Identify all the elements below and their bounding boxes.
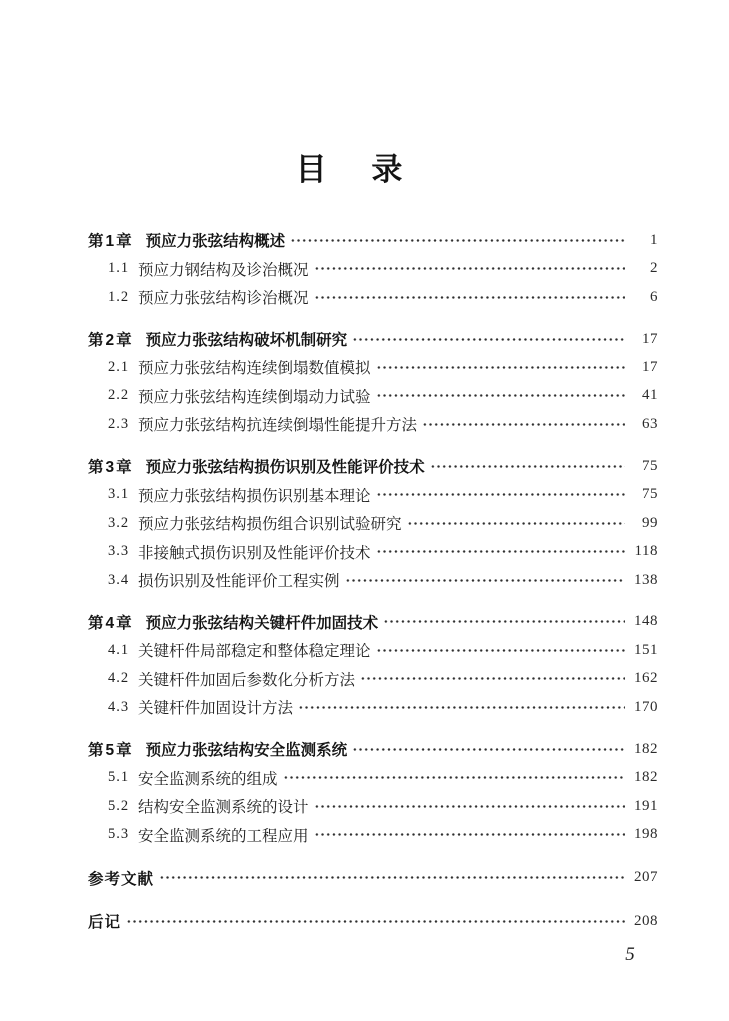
- page-title: 目 录: [295, 152, 405, 187]
- dot-leader: [314, 261, 625, 277]
- toc-section-row: [88, 509, 658, 537]
- dot-leader: [376, 643, 625, 659]
- chapter-page-number: 1: [650, 231, 658, 248]
- dot-leader: [159, 870, 625, 886]
- section-title: 预应力张弦结构损伤组合识别试验研究: [138, 516, 402, 534]
- toc-backmatter-row: [88, 864, 658, 892]
- section-page-number: 41: [642, 387, 658, 404]
- section-number: 2.1: [108, 358, 130, 375]
- toc-section-row: [88, 537, 658, 565]
- toc-list: [88, 226, 658, 936]
- section-title: 结构安全监测系统的设计: [138, 799, 309, 817]
- section-title: 关键杆件局部稳定和整体稳定理论: [138, 643, 371, 661]
- toc-chapter-row: [88, 735, 658, 763]
- section-title: 关键杆件加固设计方法: [138, 700, 294, 718]
- section-page-number: 75: [642, 486, 658, 503]
- section-title: 关键杆件加固后参数化分析方法: [138, 671, 356, 689]
- toc-chapter-group: [88, 226, 658, 311]
- chapter-title: 预应力张弦结构安全监测系统: [145, 742, 348, 760]
- section-number: 3.2: [108, 514, 130, 531]
- toc-chapter-group: [88, 608, 658, 722]
- toc-section-row: [88, 382, 658, 410]
- dot-leader: [314, 827, 625, 843]
- section-number: 4.2: [108, 670, 130, 687]
- dot-leader: [290, 232, 625, 248]
- backmatter-title: 参考文献: [88, 870, 155, 888]
- toc-chapter-group: [88, 325, 658, 439]
- section-title: 预应力张弦结构损伤识别基本理论: [138, 487, 371, 505]
- section-number: 5.1: [108, 769, 130, 786]
- section-number: 2.2: [108, 387, 130, 404]
- dot-leader: [376, 388, 625, 404]
- section-number: 3.4: [108, 571, 130, 588]
- section-number: 5.2: [108, 797, 130, 814]
- dot-leader: [352, 331, 625, 347]
- dot-leader: [376, 487, 625, 503]
- toc-section-row: [88, 254, 658, 282]
- chapter-label: 第2章: [88, 332, 134, 350]
- chapter-page-number: 182: [634, 740, 658, 757]
- section-number: 4.1: [108, 641, 130, 658]
- section-title: 安全监测系统的组成: [138, 770, 278, 788]
- toc-chapter-row: [88, 226, 658, 254]
- toc-section-row: [88, 481, 658, 509]
- toc-section-row: [88, 410, 658, 438]
- chapter-title: 预应力张弦结构破坏机制研究: [145, 332, 348, 350]
- section-page-number: 17: [642, 358, 658, 375]
- section-number: 5.3: [108, 826, 130, 843]
- section-title: 预应力张弦结构诊治概况: [138, 290, 309, 308]
- section-page-number: 182: [634, 769, 658, 786]
- toc-chapter-row: [88, 325, 658, 353]
- toc-section-row: [88, 763, 658, 791]
- toc-section-row: [88, 636, 658, 664]
- toc-section-row: [88, 283, 658, 311]
- dot-leader: [422, 417, 625, 433]
- section-page-number: 191: [634, 797, 658, 814]
- section-number: 3.1: [108, 486, 130, 503]
- section-page-number: 151: [634, 641, 658, 658]
- section-page-number: 162: [634, 670, 658, 687]
- dot-leader: [345, 572, 625, 588]
- section-title: 预应力张弦结构抗连续倒塌性能提升方法: [138, 417, 418, 435]
- chapter-label: 第1章: [88, 233, 134, 251]
- toc-chapter-row: [88, 452, 658, 480]
- chapter-label: 第3章: [88, 459, 134, 477]
- folio-page-number: 5: [625, 944, 635, 965]
- dot-leader: [407, 515, 625, 531]
- dot-leader: [376, 360, 625, 376]
- toc-section-row: [88, 693, 658, 721]
- toc-chapter-group: [88, 452, 658, 594]
- section-title: 预应力钢结构及诊治概况: [138, 261, 309, 279]
- chapter-title: 预应力张弦结构损伤识别及性能评价技术: [145, 459, 425, 477]
- section-page-number: 118: [634, 543, 658, 560]
- section-number: 3.3: [108, 543, 130, 560]
- section-page-number: 198: [634, 826, 658, 843]
- dot-leader: [314, 798, 625, 814]
- toc-section-row: [88, 353, 658, 381]
- chapter-page-number: 17: [642, 330, 658, 347]
- section-title: 预应力张弦结构连续倒塌动力试验: [138, 388, 371, 406]
- chapter-title: 预应力张弦结构概述: [145, 233, 286, 251]
- section-page-number: 170: [634, 698, 658, 715]
- section-title: 安全监测系统的工程应用: [138, 827, 309, 845]
- dot-leader: [352, 741, 625, 757]
- section-page-number: 63: [642, 415, 658, 432]
- toc-chapter-row: [88, 608, 658, 636]
- section-number: 4.3: [108, 698, 130, 715]
- dot-leader: [430, 459, 625, 475]
- section-title: 非接触式损伤识别及性能评价技术: [138, 544, 371, 562]
- section-number: 1.1: [108, 260, 130, 277]
- section-page-number: 2: [650, 260, 658, 277]
- chapter-title: 预应力张弦结构关键杆件加固技术: [145, 614, 379, 632]
- backmatter-page-number: 207: [634, 869, 658, 886]
- toc-section-row: [88, 566, 658, 594]
- section-page-number: 99: [642, 514, 658, 531]
- section-title: 损伤识别及性能评价工程实例: [138, 573, 340, 591]
- dot-leader: [126, 914, 625, 930]
- section-number: 1.2: [108, 288, 130, 305]
- toc-chapter-group: [88, 735, 658, 849]
- dot-leader: [383, 614, 625, 630]
- section-page-number: 138: [634, 571, 658, 588]
- section-number: 2.3: [108, 415, 130, 432]
- chapter-page-number: 75: [642, 457, 658, 474]
- section-page-number: 6: [650, 288, 658, 305]
- backmatter-title: 后记: [88, 914, 122, 932]
- toc-section-row: [88, 792, 658, 820]
- dot-leader: [360, 671, 625, 687]
- dot-leader: [283, 770, 625, 786]
- backmatter-page-number: 208: [634, 912, 658, 929]
- chapter-label: 第5章: [88, 742, 134, 760]
- toc-backmatter-row: [88, 907, 658, 935]
- section-title: 预应力张弦结构连续倒塌数值模拟: [138, 360, 371, 378]
- dot-leader: [376, 544, 625, 560]
- dot-leader: [298, 700, 625, 716]
- chapter-page-number: 148: [634, 613, 658, 630]
- toc-section-row: [88, 665, 658, 693]
- chapter-label: 第4章: [88, 614, 134, 632]
- toc-section-row: [88, 820, 658, 848]
- dot-leader: [314, 289, 625, 305]
